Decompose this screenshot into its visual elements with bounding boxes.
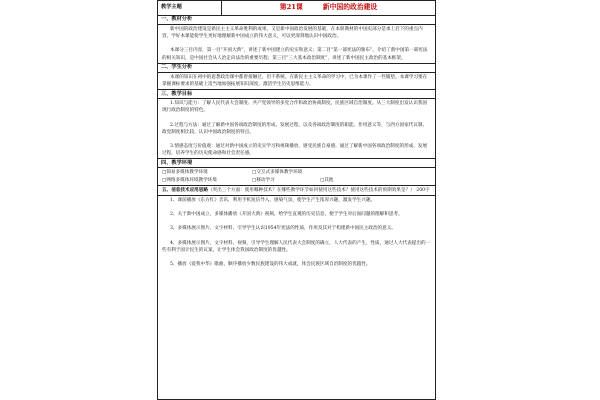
section-heading-tech: 五、信息技术应用思路: [162, 187, 208, 193]
header-row: [158, 1, 435, 16]
student-analysis: [158, 73, 435, 90]
lesson-title: 新中国的政治建设: [322, 3, 378, 12]
paragraph: 3、多媒体展示图片、文字材料，引导学生认识1954年宪法的性质，作用及其对于构建新中国民主政治的意义。: [170, 226, 396, 232]
paragraph: 本课分三目内容，第一目“开国大典”，讲述了新中国建立的史实和意义；第二目“第一部宪法的颁布”，介绍了新中国第一部宪法的相关知识，是中国社会从人治走向法治的重要历程；第三目“三大基本政治制度”，讲述了新中国民主政治的基本框架。: [162, 48, 428, 61]
textbook-analysis: [158, 25, 435, 64]
tech-question-text: （突出三个方面：使用哪种技术？在哪些教学环节如何使用这些技术？使用这些技术的预期效果是？）: [207, 187, 415, 193]
tech-question: [158, 186, 435, 196]
section-heading-environment: 四、教学环境: [158, 159, 435, 168]
paragraph: 2.过程与方法：通过了解新中国各项政治制度的形成、发展过程，以及各项政治制度的职能、作用意义等，与西方国家代议制、政党制度相比较，认识中国政治制度的特点。: [162, 122, 428, 135]
env-option-other[interactable]: □其他: [320, 177, 334, 183]
lesson-title-cell: [222, 1, 435, 15]
paragraph: 3.情感态度与价值观：通过对新中国成立的史实学习和视频播放，感受民族自豪感。通过了解新中国各项政治制度的形成、发展过程，培养学生的历史使命感和社会责任感。: [162, 144, 428, 157]
topic-label: 教学主题: [158, 1, 222, 15]
env-option-simple[interactable]: □简易多媒体教学环境: [162, 170, 208, 176]
paragraph: 新中国的政治建设是新民主主义革命胜利的成果，又是新中国政治发展的基础，在本册教材的中国史部分是承上启下的重点内容，学好本课能使学生更好地理解新中国成立的伟大意义，可以更深刻地认识中国政治。: [162, 27, 423, 40]
paragraph: 5、播放《爱我中华》歌曲，顺序播放少数民族建设的伟大成就，体会民族区域自治制度的优越性。: [170, 262, 371, 268]
paragraph: 1、课前播放《东方红》音乐，利用手机短信导入，感染气氛，使学生产生浓厚兴趣，激发学生兴趣。: [170, 198, 376, 204]
paragraph: 2、关于新中国成立，多媒体播放《开国大典》视频，给学生直观的历史信息，便于学生对后面问题的理解和思考。: [170, 212, 403, 218]
section-heading-textbook: 一、教材分析: [158, 16, 435, 25]
teaching-goals: [158, 99, 435, 159]
paragraph: 本课的知识在初中的思想政治课中都曾接触过，但不系统。在新民主主义革命的学习中，已为本课作了一些铺垫。本课学习要在掌握课标要求的基础上适当地加强拓展知识深度，激活学生历史思维能力。: [162, 74, 428, 88]
paragraph: 1.知识与能力：了解人民代表大会制度、共产党领导的多党合作和政治协商制度、民族区域自治制度。从三大制度出发认识我国现行政治制度的特色。: [162, 101, 428, 114]
tech-usage: [158, 196, 435, 269]
env-option-network[interactable]: □网络多媒体环境教学环境: [162, 177, 217, 183]
section-heading-students: 二、学生分析: [158, 64, 435, 73]
section-heading-goals: 三、教学目标: [158, 90, 435, 99]
env-option-mobile[interactable]: □移动学习: [252, 177, 275, 183]
lesson-plan-table: [157, 0, 436, 400]
paragraph: 4、多媒体展示图片、文字材料、视频，引导学生理解人民代表大会制度的确立，人大代表的产生、性质，通过人大代表提出的一些有利于国计民生的议案，让学生体会我国政治制度的优越性。: [162, 240, 431, 253]
env-option-interactive[interactable]: □交互式多媒体教学环境: [252, 170, 303, 176]
word-count: 200字: [416, 187, 430, 193]
lesson-number: 第21课: [279, 3, 303, 12]
environment-options: [158, 168, 435, 185]
